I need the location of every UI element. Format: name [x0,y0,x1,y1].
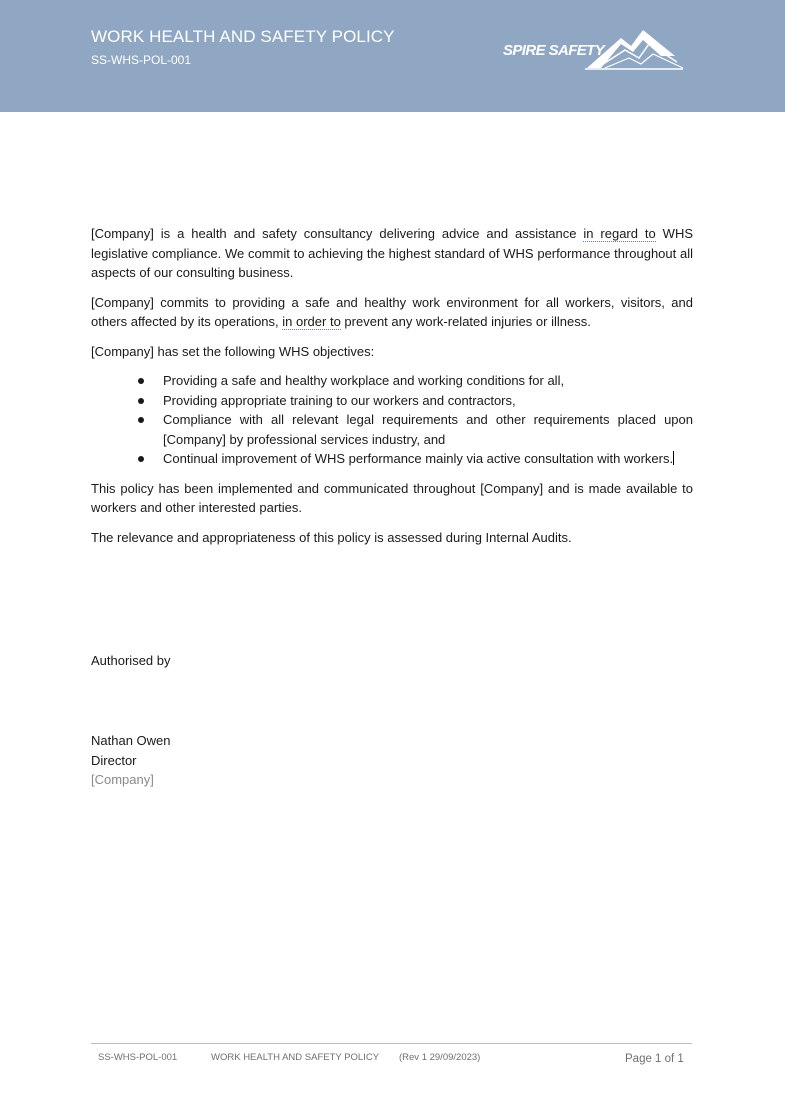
signatory-name: Nathan Owen [91,733,171,748]
grammar-flag[interactable]: in order to [282,314,341,329]
page-number: Page 1 of 1 [625,1053,684,1065]
paragraph-intro: [Company] is a health and safety consultancy delivering advice and assistance in regard to WHS legislative compliance. We commit to achieving the highest standard of WHS performance throughout all aspects of our consulting business. [91,226,694,280]
paragraph-review: The relevance and appropriateness of this policy is assessed during Internal Audits. [91,529,572,545]
authorised-by-label: Authorised by [91,653,171,668]
objectives-list [91,371,693,469]
list-item: Compliance with all relevant legal requirements and other requirements placed upon [Company] by professional services industry, and [91,410,693,449]
bullet-icon [138,378,144,384]
footer-divider [91,1043,692,1044]
document-title: WORK HEALTH AND SAFETY POLICY [91,27,395,46]
paragraph-communication: This policy has been implemented and communicated throughout [Company] and is made available to workers and other interested parties. [91,480,693,515]
list-item: Continual improvement of WHS performance mainly via active consultation with workers. [91,449,693,469]
paragraph-objectives-intro: [Company] has set the following WHS objectives: [91,343,375,359]
company-logo [503,28,685,72]
footer-revision: (Rev 1 29/09/2023) [399,1052,481,1063]
bullet-icon [138,398,144,404]
logo-text: SPIRE SAFETY [503,42,605,59]
grammar-flag[interactable]: in regard to [583,226,656,241]
header-banner [0,0,785,112]
text-cursor [673,451,674,465]
footer-title: WORK HEALTH AND SAFETY POLICY [211,1052,380,1063]
signatory-role: Director [91,752,137,768]
paragraph-commitment: [Company] commits to providing a safe and healthy work environment for all workers, visitors, and others affected by its operations, in order to prevent any work-related injuries or illness. [91,294,693,329]
policy-body [91,224,693,557]
list-item: Providing a safe and healthy workplace and working conditions for all, [91,371,693,391]
company-placeholder[interactable]: [Company] [91,772,154,787]
mountain-logo-icon [583,28,685,72]
bullet-icon [138,417,144,423]
bullet-icon [138,456,144,462]
document-code: SS-WHS-POL-001 [91,53,192,67]
footer-code: SS-WHS-POL-001 [98,1052,178,1063]
signature-block [91,731,171,790]
list-item: Providing appropriate training to our workers and contractors, [91,391,693,411]
